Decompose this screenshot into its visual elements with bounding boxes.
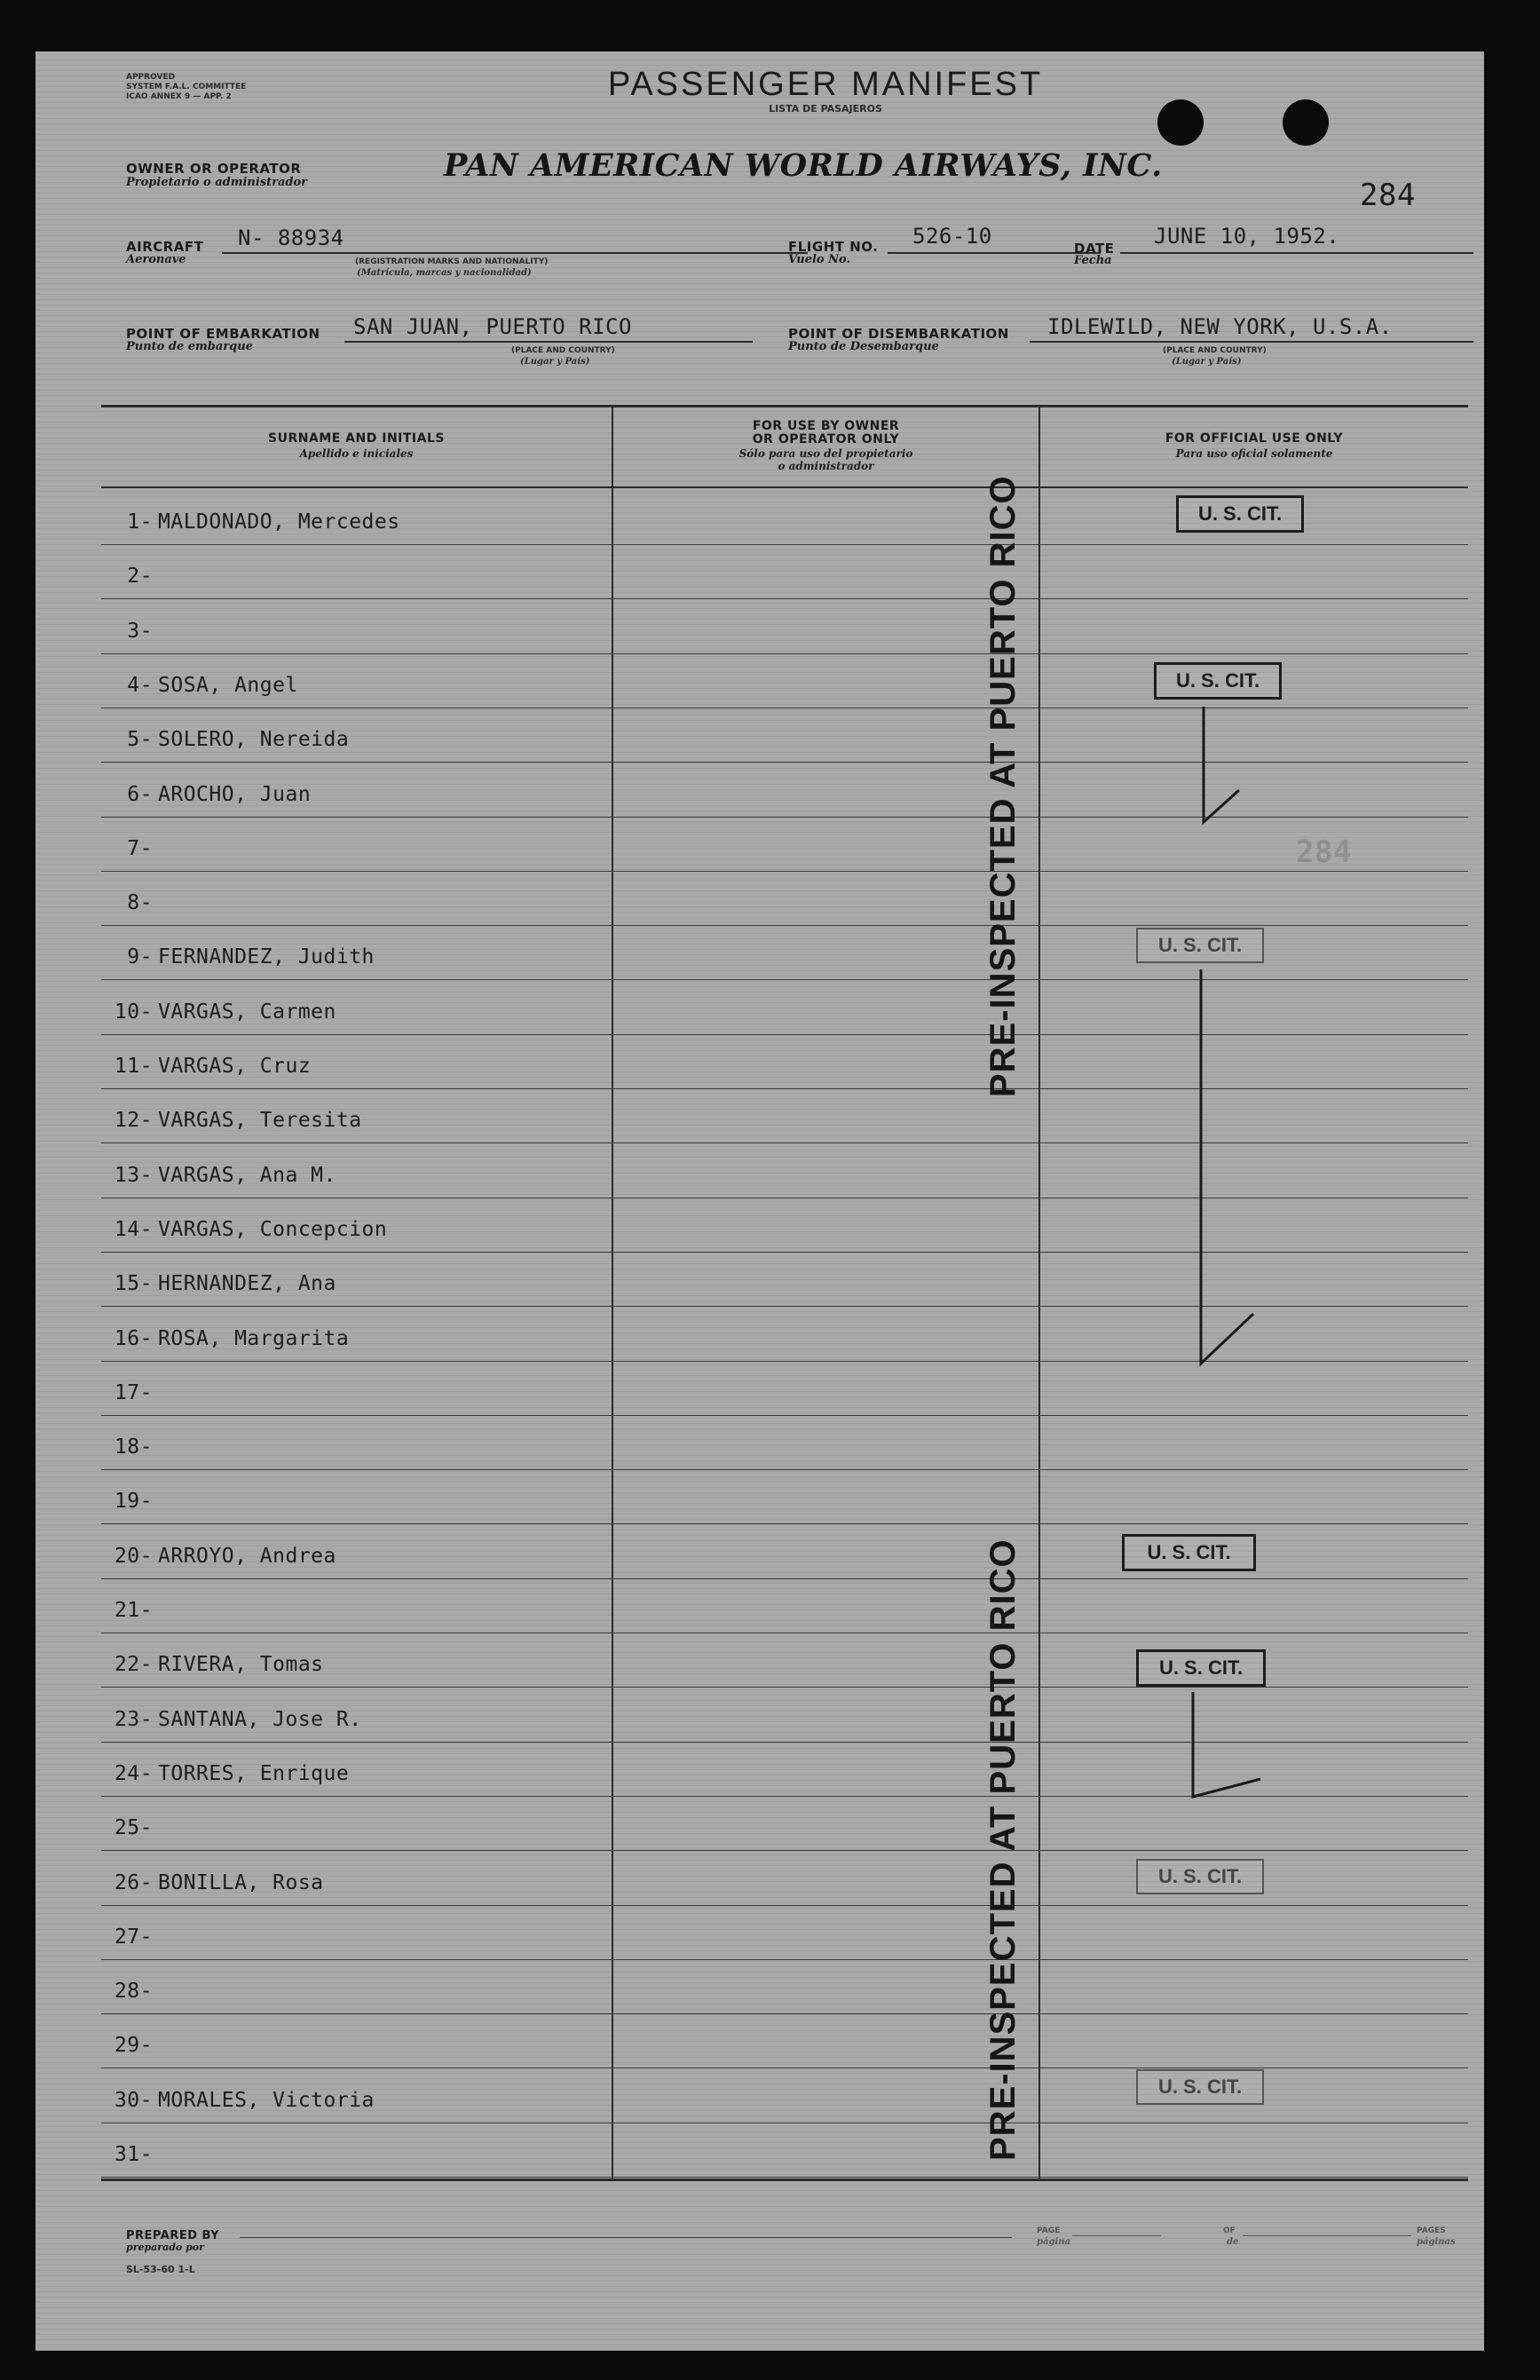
- us-cit-stamp-7: U. S. CIT.: [1136, 2069, 1264, 2105]
- row-number: 17-: [114, 1380, 153, 1404]
- form-code: SL-53-60 1-L: [126, 2264, 195, 2275]
- col2-header-line1: FOR USE BY OWNER: [752, 419, 900, 433]
- bracket-rows-4-6: [1204, 707, 1239, 822]
- approval-line-1: APPROVED: [126, 73, 176, 82]
- aircraft-label: AIRCRAFT: [126, 239, 204, 255]
- manifest-sheet: [36, 51, 1484, 2351]
- col3-header-es: Para uso oficial solamente: [1175, 447, 1333, 460]
- row-number: 24-: [114, 1761, 153, 1785]
- of-label: OF: [1223, 2226, 1236, 2235]
- row-number: 11-: [114, 1055, 153, 1078]
- passenger-name: VARGAS, Carmen: [158, 1000, 336, 1024]
- passenger-name: FERNANDEZ, Judith: [158, 945, 375, 969]
- pages-label-es: páginas: [1417, 2237, 1456, 2247]
- disembark-value: IDLEWILD, NEW YORK, U.S.A.: [1047, 314, 1393, 339]
- passenger-name: SANTANA, Jose R.: [158, 1707, 362, 1731]
- owner-value: PAN AMERICAN WORLD AIRWAYS, INC.: [444, 147, 1163, 184]
- row-number: 25-: [114, 1816, 153, 1840]
- embark-label-es: Punto de embarque: [126, 340, 253, 353]
- disembark-label-es: Punto de Desembarque: [788, 340, 939, 353]
- flight-label-es: Vuelo No.: [788, 253, 850, 266]
- passenger-name: HERNANDEZ, Ana: [158, 1272, 336, 1296]
- row-number: 2-: [127, 565, 153, 589]
- date-label-es: Fecha: [1074, 254, 1112, 267]
- row-number: 27-: [114, 1925, 153, 1949]
- us-cit-stamp-3: U. S. CIT.: [1136, 928, 1264, 963]
- flight-label: FLIGHT NO.: [788, 239, 879, 255]
- row-number: 10-: [114, 1000, 153, 1024]
- col2-header-line2: OR OPERATOR ONLY: [752, 432, 900, 447]
- prepared-by-line: [240, 2237, 1012, 2238]
- row-number: 30-: [114, 2088, 153, 2112]
- col1-header-es: Apellido e iniciales: [299, 447, 414, 460]
- passenger-name: MORALES, Victoria: [158, 2088, 375, 2112]
- pre-inspected-stamp-upper: PRE-INSPECTED AT PUERTO RICO: [983, 475, 1023, 1097]
- row-number: 1-: [127, 510, 153, 534]
- passenger-name: RIVERA, Tomas: [158, 1653, 324, 1677]
- passenger-name: BONILLA, Rosa: [158, 1870, 324, 1894]
- passenger-name: VARGAS, Teresita: [158, 1109, 362, 1133]
- passenger-name: ARROYO, Andrea: [158, 1544, 336, 1568]
- flight-value: 526-10: [912, 224, 992, 249]
- embark-value: SAN JUAN, PUERTO RICO: [353, 314, 632, 339]
- row-number: 9-: [127, 945, 153, 969]
- row-number: 23-: [114, 1707, 153, 1731]
- disembark-sub-es: (Lugar y País): [1172, 357, 1242, 367]
- passenger-name: VARGAS, Ana M.: [158, 1163, 336, 1187]
- bracket-rows-9-16: [1201, 969, 1253, 1364]
- page-label: PAGE: [1037, 2226, 1061, 2235]
- bracket-rows-22-24: [1193, 1692, 1260, 1797]
- date-label: DATE: [1074, 241, 1115, 257]
- row-number: 16-: [114, 1326, 153, 1350]
- row-number: 28-: [114, 1980, 153, 2004]
- row-number: 31-: [114, 2143, 153, 2166]
- row-number: 3-: [127, 619, 153, 643]
- sheet-number: 284: [1360, 178, 1416, 213]
- disembark-sub: (PLACE AND COUNTRY): [1163, 346, 1267, 355]
- pre-inspected-stamp-lower: PRE-INSPECTED AT PUERTO RICO: [983, 1538, 1023, 2161]
- row-number: 14-: [114, 1217, 153, 1241]
- approval-line-2: SYSTEM F.A.L. COMMITTEE: [126, 83, 247, 91]
- date-value: JUNE 10, 1952.: [1154, 224, 1340, 249]
- passenger-name: TORRES, Enrique: [158, 1761, 350, 1785]
- passenger-name: SOLERO, Nereida: [158, 728, 350, 752]
- row-number: 12-: [114, 1109, 153, 1133]
- row-number: 26-: [114, 1870, 153, 1894]
- passenger-name: MALDONADO, Mercedes: [158, 510, 400, 534]
- disembark-label: POINT OF DISEMBARKATION: [788, 326, 1009, 342]
- us-cit-stamp-2: U. S. CIT.: [1154, 662, 1282, 700]
- aircraft-sub: (REGISTRATION MARKS AND NATIONALITY): [355, 257, 549, 266]
- bracket-marks: [36, 51, 1484, 2351]
- prepared-by-label: PREPARED BY: [126, 2229, 220, 2242]
- pages-label: PAGES: [1417, 2226, 1446, 2235]
- prepared-by-label-es: preparado por: [126, 2242, 204, 2253]
- owner-label-es: Propietario o administrador: [126, 176, 308, 189]
- col1-header: SURNAME AND INITIALS: [268, 431, 445, 446]
- passenger-name: AROCHO, Juan: [158, 782, 312, 806]
- row-number: 22-: [114, 1653, 153, 1677]
- us-cit-stamp-6: U. S. CIT.: [1136, 1859, 1264, 1894]
- embark-sub: (PLACE AND COUNTRY): [511, 346, 615, 355]
- passenger-name: VARGAS, Concepcion: [158, 1217, 388, 1241]
- row-number: 4-: [127, 673, 153, 697]
- aircraft-label-es: Aeronave: [126, 253, 186, 266]
- col2-header-es-line2: o administrador: [778, 460, 874, 472]
- page-label-es: página: [1037, 2237, 1071, 2247]
- form-title-es: LISTA DE PASAJEROS: [769, 103, 882, 115]
- us-cit-stamp-1: U. S. CIT.: [1176, 495, 1304, 533]
- row-number: 20-: [114, 1544, 153, 1568]
- aircraft-value: N- 88934: [238, 225, 344, 250]
- row-number: 8-: [127, 891, 153, 915]
- row-number: 5-: [127, 728, 153, 752]
- passenger-name: SOSA, Angel: [158, 673, 298, 697]
- ghost-sheet-number: 284: [1296, 834, 1352, 870]
- row-number: 7-: [127, 836, 153, 860]
- form-title: PASSENGER MANIFEST: [607, 66, 1044, 103]
- embark-label: POINT OF EMBARKATION: [126, 326, 320, 342]
- row-number: 18-: [114, 1435, 153, 1459]
- passenger-name: ROSA, Margarita: [158, 1326, 350, 1350]
- row-number: 19-: [114, 1490, 153, 1514]
- of-label-es: de: [1227, 2237, 1239, 2247]
- approval-line-3: ICAO ANNEX 9 — APP. 2: [126, 92, 232, 101]
- us-cit-stamp-5: U. S. CIT.: [1136, 1649, 1266, 1687]
- owner-label: OWNER OR OPERATOR: [126, 161, 302, 177]
- of-line: [1243, 2235, 1411, 2236]
- col2-header-es-line1: Sólo para uso del propietario: [738, 447, 913, 460]
- row-number: 6-: [127, 782, 153, 806]
- row-number: 29-: [114, 2034, 153, 2058]
- passenger-name: VARGAS, Cruz: [158, 1055, 312, 1078]
- embark-sub-es: (Lugar y País): [520, 357, 590, 367]
- row-number: 15-: [114, 1272, 153, 1296]
- row-number: 21-: [114, 1599, 153, 1622]
- aircraft-sub-es: (Matrícula, marcas y nacionalidad): [357, 268, 532, 278]
- page-line: [1072, 2235, 1161, 2236]
- row-number: 13-: [114, 1163, 153, 1187]
- us-cit-stamp-4: U. S. CIT.: [1122, 1534, 1256, 1571]
- col3-header: FOR OFFICIAL USE ONLY: [1165, 431, 1344, 446]
